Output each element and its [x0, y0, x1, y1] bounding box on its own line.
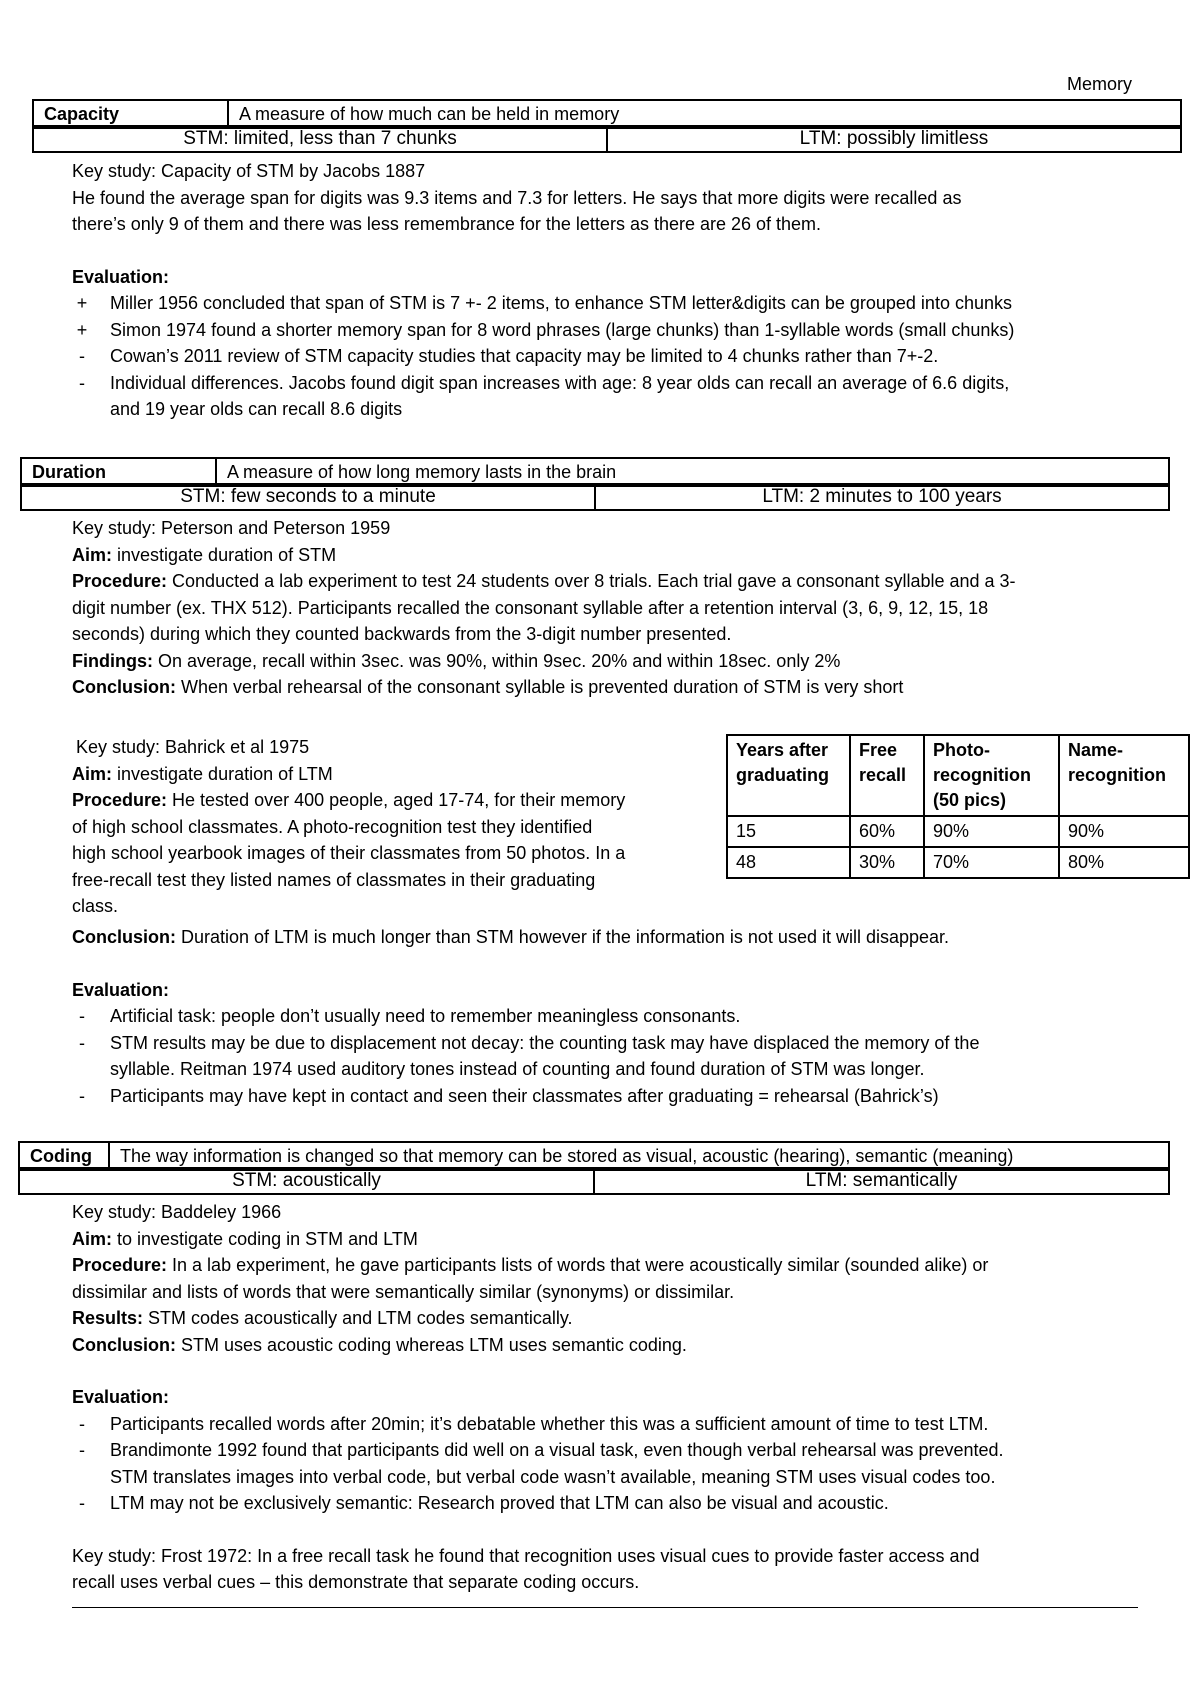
coding-stm: STM: acoustically — [19, 1168, 594, 1194]
findings-label: Findings: — [72, 650, 153, 671]
evaluation-item — [72, 1003, 1172, 1030]
table-header: Photo-recognition (50 pics) — [924, 735, 1059, 816]
table-header: Years after graduating — [727, 735, 850, 816]
coding-aim — [72, 1226, 1172, 1253]
peterson-conclusion — [72, 674, 1172, 701]
evaluation-text: Individual differences. Jacobs found digit span increases with age: 8 year olds can recall an average of 6.6 digits, — [110, 372, 1010, 393]
coding-evaluation-list — [72, 1411, 1172, 1517]
procedure-label: Procedure: — [72, 571, 168, 591]
coding-results — [72, 1305, 1172, 1332]
duration-definition-text: A measure of how long memory lasts in the brain — [216, 458, 1169, 486]
evaluation-text: syllable. Reitman 1974 used auditory tones instead of counting and found duration of STM was longer. — [110, 1059, 925, 1079]
evaluation-item — [72, 290, 1172, 317]
duration-evaluation-list — [72, 1003, 1172, 1109]
coding-stm-ltm — [18, 1169, 1170, 1195]
bahrick-study — [72, 734, 712, 920]
capacity-ltm: LTM: possibly limitless — [607, 126, 1181, 152]
aim-text: investigate duration of LTM — [112, 763, 333, 784]
procedure-text: He tested over 400 people, aged 17-74, for their memory — [167, 790, 626, 810]
conclusion-text: STM uses acoustic coding whereas LTM uses semantic coding. — [176, 1334, 687, 1355]
bullet-marker: - — [79, 1413, 85, 1434]
bullet-marker: - — [79, 1032, 85, 1053]
capacity-key-study: Key study: Capacity of STM by Jacobs 1887 — [72, 161, 426, 181]
procedure-text: high school yearbook images of their classmates from 50 photos. In a — [72, 843, 626, 863]
procedure-text: dissimilar and lists of words that were semantically similar (synonyms) or dissimilar. — [72, 1281, 735, 1302]
evaluation-text: and 19 year olds can recall 8.6 digits — [110, 399, 403, 419]
evaluation-text: Brandimonte 1992 found that participants did well on a visual task, even though verbal rehearsal was prevented. — [110, 1440, 1004, 1460]
findings-text: On average, recall within 3sec. was 90%, within 9sec. 20% and within 18sec. only 2% — [152, 650, 841, 671]
coding-term: Coding — [19, 1142, 109, 1170]
capacity-body — [72, 158, 1172, 423]
evaluation-item — [72, 1490, 1172, 1517]
procedure-text: free-recall test they listed names of classmates in their graduating — [72, 869, 596, 890]
results-text: STM codes acoustically and LTM codes semantically. — [143, 1308, 573, 1328]
capacity-body-line: He found the average span for digits was 9.3 items and 7.3 for letters. He says that more digits were recalled as — [72, 187, 962, 208]
procedure-label: Procedure: — [72, 790, 168, 810]
evaluation-text: STM translates images into verbal code, but verbal code wasn’t available, meaning STM uses visual codes too. — [110, 1466, 996, 1487]
table-cell: 30% — [850, 847, 924, 878]
bahrick-procedure — [72, 787, 712, 814]
capacity-stm-ltm — [32, 127, 1182, 153]
procedure-text: class. — [72, 896, 119, 916]
aim-label: Aim: — [72, 1228, 112, 1249]
aim-text: to investigate coding in STM and LTM — [112, 1228, 418, 1249]
bahrick-results-table — [726, 734, 1190, 879]
evaluation-text: Participants may have kept in contact and seen their classmates after graduating = rehearsal (Bahrick’s) — [110, 1085, 939, 1106]
bullet-marker: - — [79, 346, 85, 366]
capacity-body-line: there’s only 9 of them and there was less remembrance for the letters as there are 26 of them. — [72, 214, 822, 234]
coding-conclusion — [72, 1332, 1172, 1359]
duration-stm-ltm — [20, 485, 1170, 511]
capacity-evaluation-label: Evaluation: — [72, 266, 170, 287]
duration-term: Duration — [21, 458, 216, 486]
duration-evaluation-label: Evaluation: — [72, 979, 170, 1000]
aim-label: Aim: — [72, 544, 112, 565]
aim-text: investigate duration of STM — [112, 544, 337, 565]
bullet-marker: - — [79, 1085, 85, 1106]
bullet-marker: - — [79, 1440, 85, 1460]
procedure-text: seconds) during which they counted backwards from the 3-digit number presented. — [72, 624, 732, 644]
evaluation-text: Simon 1974 found a shorter memory span for 8 word phrases (large chunks) than 1-syllable words (small chunks) — [110, 319, 1015, 340]
table-cell: 60% — [850, 816, 924, 847]
peterson-procedure — [72, 568, 1172, 595]
table-header: Name-recognition — [1059, 735, 1189, 816]
evaluation-item — [72, 1437, 1172, 1490]
bahrick-aim — [72, 761, 712, 788]
peterson-findings — [72, 648, 1172, 675]
evaluation-item — [72, 343, 1172, 370]
coding-evaluation-label: Evaluation: — [72, 1387, 170, 1407]
procedure-text: digit number (ex. THX 512). Participants recalled the consonant syllable after a retention interval (3, 6, 9, 12, 15, 18 — [72, 597, 989, 618]
conclusion-label: Conclusion: — [72, 927, 176, 947]
procedure-text: Conducted a lab experiment to test 24 students over 8 trials. Each trial gave a consonant syllable and a 3- — [167, 571, 1016, 591]
peterson-aim — [72, 542, 1172, 569]
procedure-text: In a lab experiment, he gave participants lists of words that were acoustically similar (sounded alike) or — [167, 1255, 989, 1275]
duration-evaluation — [72, 924, 1172, 1109]
capacity-definition-text: A measure of how much can be held in memory — [228, 100, 1181, 128]
table-cell: 48 — [727, 847, 850, 878]
bullet-marker: - — [79, 372, 85, 393]
peterson-study — [72, 515, 1172, 701]
evaluation-item — [72, 317, 1172, 344]
evaluation-item — [72, 1030, 1172, 1083]
page-header-title: Memory — [1066, 74, 1132, 94]
capacity-stm: STM: limited, less than 7 chunks — [33, 126, 607, 152]
duration-stm: STM: few seconds to a minute — [21, 484, 595, 510]
evaluation-text: Participants recalled words after 20min; it’s debatable whether this was a sufficient amount of time to test LTM. — [110, 1413, 989, 1434]
aim-label: Aim: — [72, 763, 112, 784]
table-header: Free recall — [850, 735, 924, 816]
procedure-text: of high school classmates. A photo-recognition test they identified — [72, 816, 593, 837]
table-row — [727, 816, 1189, 847]
table-header-row — [727, 735, 1189, 816]
bullet-marker: + — [76, 319, 88, 340]
evaluation-item — [72, 1083, 1172, 1110]
frost-study-line: Key study: Frost 1972: In a free recall task he found that recognition uses visual cues to provide faster access and — [72, 1545, 980, 1566]
table-cell: 80% — [1059, 847, 1189, 878]
table-cell: 70% — [924, 847, 1059, 878]
capacity-evaluation-list — [72, 290, 1172, 423]
coding-ltm: LTM: semantically — [594, 1168, 1169, 1194]
table-cell: 90% — [1059, 816, 1189, 847]
table-row — [727, 847, 1189, 878]
table-cell: 15 — [727, 816, 850, 847]
coding-procedure — [72, 1252, 1172, 1279]
capacity-term: Capacity — [33, 100, 228, 128]
duration-ltm: LTM: 2 minutes to 100 years — [595, 484, 1169, 510]
bullet-marker: - — [79, 1006, 85, 1026]
evaluation-text: STM results may be due to displacement not decay: the counting task may have displaced the memory of the — [110, 1032, 980, 1053]
evaluation-text: Miller 1956 concluded that span of STM is 7 +- 2 items, to enhance STM letter&digits can be grouped into chunks — [110, 293, 1012, 313]
bahrick-title: Key study: Bahrick et al 1975 — [76, 737, 310, 757]
bullet-marker: - — [79, 1493, 85, 1513]
evaluation-text: Cowan’s 2011 review of STM capacity studies that capacity may be limited to 4 chunks rather than 7+-2. — [110, 346, 939, 366]
table-cell: 90% — [924, 816, 1059, 847]
conclusion-label: Conclusion: — [72, 677, 176, 697]
bahrick-conclusion — [72, 924, 1172, 951]
evaluation-text: Artificial task: people don’t usually need to remember meaningless consonants. — [110, 1006, 741, 1026]
bullet-marker: + — [76, 293, 88, 313]
coding-definition-text: The way information is changed so that memory can be stored as visual, acoustic (hearing), semantic (meaning) — [109, 1142, 1169, 1170]
procedure-label: Procedure: — [72, 1255, 168, 1275]
conclusion-label: Conclusion: — [72, 1334, 176, 1355]
coding-body — [72, 1199, 1172, 1596]
coding-key-study: Key study: Baddeley 1966 — [72, 1202, 282, 1222]
conclusion-text: When verbal rehearsal of the consonant syllable is prevented duration of STM is very short — [176, 677, 904, 697]
evaluation-text: LTM may not be exclusively semantic: Research proved that LTM can also be visual and acoustic. — [110, 1493, 889, 1513]
evaluation-item — [72, 370, 1172, 423]
frost-study-line: recall uses verbal cues – this demonstrate that separate coding occurs. — [72, 1572, 640, 1592]
evaluation-item — [72, 1411, 1172, 1438]
end-divider — [72, 1607, 1138, 1608]
results-label: Results: — [72, 1308, 144, 1328]
conclusion-text: Duration of LTM is much longer than STM however if the information is not used it will disappear. — [176, 927, 950, 947]
peterson-title: Key study: Peterson and Peterson 1959 — [72, 518, 391, 538]
